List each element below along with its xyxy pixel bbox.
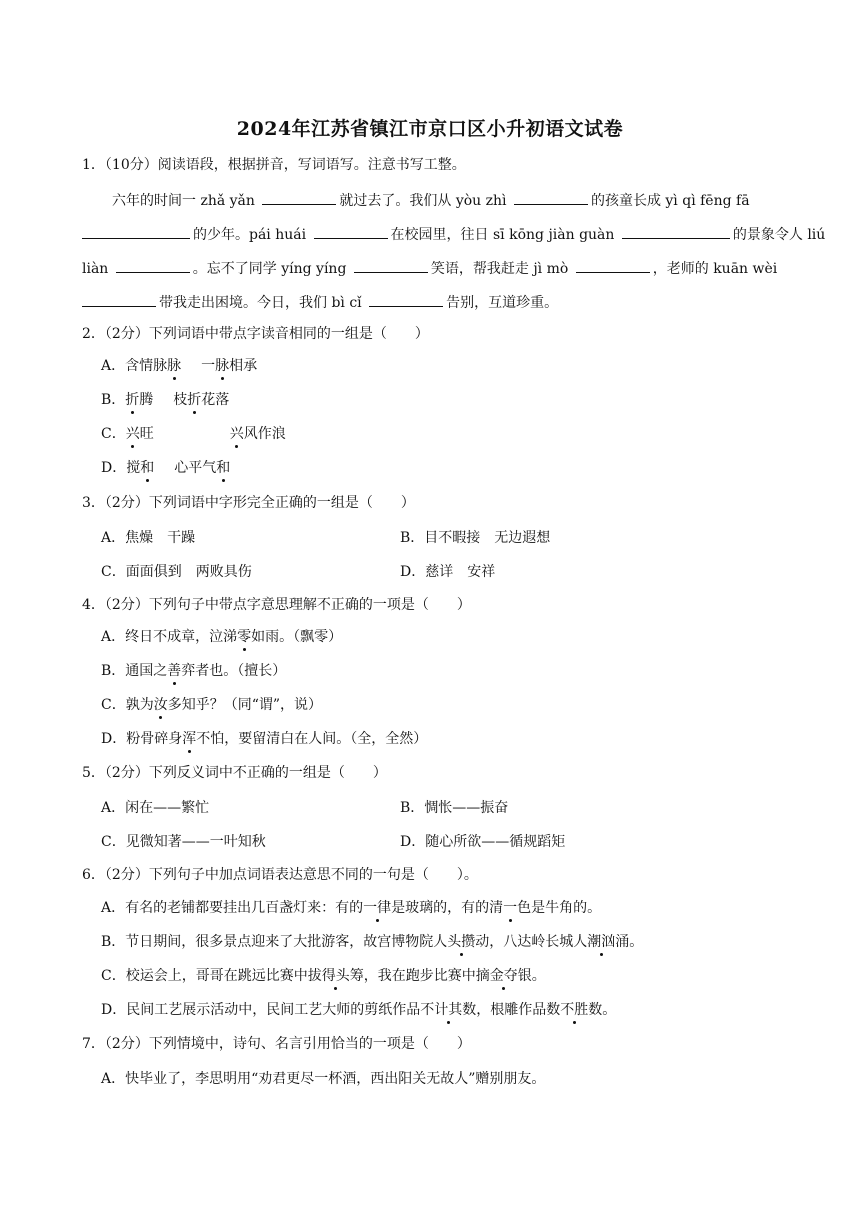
- q1-text: 就过去了。我们从 yòu zhì: [339, 193, 511, 209]
- q1-text: 告别，互道珍重。: [446, 295, 559, 311]
- answer-blank[interactable]: [514, 189, 588, 205]
- option-text: C．孰为: [101, 697, 154, 713]
- option-text: 枝: [173, 392, 188, 408]
- answer-blank[interactable]: [369, 291, 443, 307]
- q7-stem: 7．（2分）下列情境中，诗句、名言引用恰当的一项是（ ）: [82, 1036, 471, 1052]
- option-text: 如雨。（飘零）: [251, 629, 343, 645]
- dotted-char: 汝: [153, 697, 168, 713]
- dotted-char: 脉: [167, 358, 182, 374]
- q4-option-d[interactable]: [101, 729, 427, 749]
- dotted-word: 拔得头筹: [307, 968, 364, 984]
- option-text: A．终日不成章，泣涕: [101, 629, 238, 645]
- q3-option-a[interactable]: A．焦燥 干躁: [101, 530, 196, 546]
- q2-option-a[interactable]: [101, 356, 257, 376]
- option-text: C．: [101, 426, 126, 442]
- q2-stem: 2．（2分）下列词语中带点字读音相同的一组是（ ）: [82, 326, 429, 342]
- q1-stem: 1．（10分）阅读语段，根据拼音，写词语写。注意书写工整。: [82, 157, 466, 173]
- option-text: 是牛角的。: [531, 900, 602, 916]
- q4-option-a[interactable]: [101, 627, 342, 647]
- q1-text: 带我走出困境。今日，我们 bì cǐ: [159, 295, 367, 311]
- q4-option-b[interactable]: [101, 661, 286, 681]
- dotted-word: 数不胜数: [546, 1002, 603, 1018]
- q3-option-b[interactable]: B．目不暇接 无边遐想: [400, 530, 551, 546]
- answer-blank[interactable]: [262, 189, 336, 205]
- q1-passage-line-4: [82, 291, 558, 313]
- q1-text: 六年的时间一 zhǎ yǎn: [112, 193, 260, 209]
- option-text: 。: [531, 968, 546, 984]
- option-text: 是玻璃的，有的: [391, 900, 490, 916]
- dotted-char: 和: [216, 460, 231, 476]
- option-text: 。: [629, 934, 644, 950]
- q6-option-d[interactable]: [101, 1000, 616, 1020]
- q1-passage-line-3: [82, 257, 777, 279]
- dotted-word: 清一色: [489, 900, 532, 916]
- dotted-char: 和: [140, 460, 155, 476]
- q1-text: 的少年。pái huái: [193, 227, 311, 243]
- option-text: D．粉骨碎身: [101, 731, 183, 747]
- answer-blank[interactable]: [354, 257, 428, 273]
- q1-text: 笑语，帮我赶走 jì mò: [430, 261, 573, 277]
- q4-stem: 4．（2分）下列句子中带点字意思理解不正确的一项是（ ）: [82, 597, 471, 613]
- answer-blank[interactable]: [576, 257, 650, 273]
- q1-text: 的孩童长成 yì qì fēng fā: [590, 193, 750, 209]
- option-text: 风作浪: [243, 426, 286, 442]
- q4-option-c[interactable]: [101, 695, 322, 715]
- dotted-word: 摘金夺银: [475, 968, 532, 984]
- page-title: 2024年江苏省镇江市京口区小升初语文试卷: [236, 118, 624, 140]
- option-text: B．: [101, 392, 126, 408]
- answer-blank[interactable]: [116, 257, 190, 273]
- answer-blank[interactable]: [622, 223, 730, 239]
- q1-text: 在校园里，往日 sī kōng jiàn guàn: [390, 227, 619, 243]
- q6-option-b[interactable]: [101, 932, 643, 952]
- dotted-char: 折: [125, 392, 140, 408]
- option-text: 弈者也。（擅长）: [181, 663, 287, 679]
- q2-option-c[interactable]: [101, 424, 286, 444]
- q1-passage-line-2: [82, 223, 825, 245]
- option-text: ，我在跑步比赛中: [363, 968, 476, 984]
- option-text: 相承: [229, 358, 258, 374]
- q1-passage-line-1: [112, 189, 750, 211]
- q1-text: 。忘不了同学 yíng yíng: [192, 261, 351, 277]
- dotted-char: 浑: [182, 731, 197, 747]
- q3-option-c[interactable]: C．面面俱到 两败具伤: [101, 564, 252, 580]
- option-text: D．搅: [101, 460, 141, 476]
- answer-blank[interactable]: [314, 223, 388, 239]
- q6-stem: 6．（2分）下列句子中加点词语表达意思不同的一句是（ ）。: [82, 867, 478, 883]
- option-text: 旺: [139, 426, 154, 442]
- q1-text: 的景象令人 liú: [732, 227, 826, 243]
- dotted-char: 零: [237, 629, 252, 645]
- option-text: ，根雕作品: [476, 1002, 547, 1018]
- dotted-word: 不计其数: [420, 1002, 477, 1018]
- option-text: B．节日期间，很多景点迎来了大批游客，故宫博物院: [101, 934, 434, 950]
- q5-option-d[interactable]: D．随心所欲——循规蹈矩: [400, 834, 566, 850]
- dotted-char: 兴: [125, 426, 140, 442]
- q2-option-d[interactable]: [101, 458, 230, 478]
- option-text: C．校运会上，哥哥在跳远比赛中: [101, 968, 308, 984]
- answer-blank[interactable]: [82, 223, 190, 239]
- q1-text: ，老师的 kuān wèi: [652, 261, 778, 277]
- q7-option-a[interactable]: A．快毕业了，李思明用“劝君更尽一杯酒，西出阳关无故人”赠别朋友。: [101, 1071, 546, 1087]
- dotted-word: 人头攒动: [433, 934, 490, 950]
- q6-option-c[interactable]: [101, 966, 546, 986]
- option-text: 心平气: [174, 460, 217, 476]
- dotted-word: 一律: [363, 900, 392, 916]
- q2-option-b[interactable]: [101, 390, 229, 410]
- dotted-char: 兴: [229, 426, 244, 442]
- q5-option-c[interactable]: C．见微知著——一叶知秋: [101, 834, 266, 850]
- option-text: 腾: [139, 392, 154, 408]
- option-text: 多知乎？（同“谓”，说）: [167, 697, 323, 713]
- option-text: ，八达岭长城: [489, 934, 574, 950]
- option-text: 。: [602, 1002, 617, 1018]
- q3-option-d[interactable]: D．慈详 安祥: [400, 564, 496, 580]
- option-text: D．民间工艺展示活动中，民间工艺大师的剪纸作品: [101, 1002, 421, 1018]
- option-text: 花落: [201, 392, 230, 408]
- q5-option-a[interactable]: A．闲在——繁忙: [101, 800, 210, 816]
- q5-stem: 5．（2分）下列反义词中不正确的一组是（ ）: [82, 765, 387, 781]
- option-text: A．有名的老铺都要挂出几百盏灯来：有的: [101, 900, 364, 916]
- answer-blank[interactable]: [82, 291, 156, 307]
- option-text: 不怕，要留清白在人间。（全，全然）: [196, 731, 428, 747]
- dotted-char: 折: [187, 392, 202, 408]
- dotted-char: 善: [167, 663, 182, 679]
- option-text: B．通国之: [101, 663, 168, 679]
- option-text: 一: [201, 358, 216, 374]
- q3-stem: 3．（2分）下列词语中字形完全正确的一组是（ ）: [82, 495, 415, 511]
- option-text: A．含情脉: [101, 358, 168, 374]
- dotted-char: 脉: [215, 358, 230, 374]
- dotted-word: 人潮汹涌: [573, 934, 630, 950]
- q1-text: liàn: [82, 261, 113, 277]
- q6-option-a[interactable]: [101, 898, 601, 918]
- q5-option-b[interactable]: B．惆怅——振奋: [400, 800, 509, 816]
